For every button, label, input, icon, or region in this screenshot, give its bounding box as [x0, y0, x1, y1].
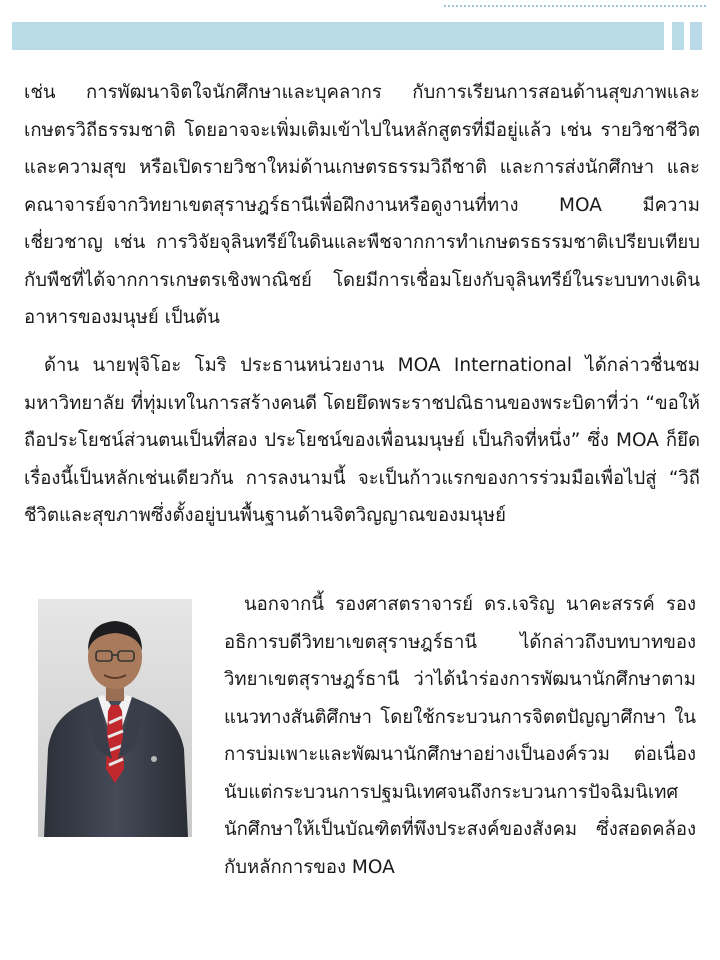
paragraph-3-text: นอกจากนี้ รองศาสตราจารย์ ดร.เจริญ นาคะสรรค์ รองอธิการบดีวิทยาเขตสุราษฎร์ธานี ได้กล่าวถึงบทบาทของวิทยาเขตสุราษฎร์ธานี ว่าได้นำร่องการพัฒนานักศึกษาตามแนวทางสันติศึกษา โดยใช้กระบวนการจิตตปัญญาศึกษา ในการบ่มเพาะและพัฒนานักศึกษาอย่างเป็นองค์รวม ต่อเนื่องนับแต่กระบวนการปฐมนิเทศจนถึงกระบวนการปัจฉิมนิเทศนักศึกษาให้เป็นบัณฑิตที่พึงประสงค์ของสังคม ซึ่งสอดคล้องกับหลักการของ MOA — [224, 594, 696, 878]
header-tab — [672, 22, 684, 50]
header-band — [12, 22, 664, 50]
header-tab — [690, 22, 702, 50]
paragraph-vice-president-statement — [224, 586, 696, 886]
paragraph-continuation — [24, 74, 700, 337]
paragraph-2-text: ด้าน นายฟุจิโอะ โมริ ประธานหน่วยงาน MOA International ได้กล่าวชื่นชมมหาวิทยาลัย ที่ทุ่มเทในการสร้างคนดี โดยยึดพระราชปณิธานของพระบิดาที่ว่า “ขอให้ถือประโยชน์ส่วนตนเป็นที่สอง ประโยชน์ของเพื่อนมนุษย์ เป็นกิจที่หนึ่ง” ซึ่ง MOA ก็ยึดเรื่องนี้เป็นหลักเช่นเดียวกัน การลงนามนี้ จะเป็นก้าวแรกของการร่วมมือเพื่อไปสู่ “วิถีชีวิตและสุขภาพซึ่งตั้งอยู่บนพื้นฐานด้านจิตวิญญาณของมนุษย์ — [24, 355, 700, 526]
paragraph-moa-statement — [24, 347, 700, 535]
portrait-photo — [38, 599, 192, 837]
paragraph-1-text: เช่น การพัฒนาจิตใจนักศึกษาและบุคลากร กับการเรียนการสอนด้านสุขภาพและเกษตรวิถีธรรมชาติ โดยอาจจะเพิ่มเติมเข้าไปในหลักสูตรที่มีอยู่แล้ว เช่น รายวิชาชีวิตและความสุข หรือเปิดรายวิชาใหม่ด้านเกษตรธรรมวิถีชาติ และการส่งนักศึกษา และคณาจารย์จากวิทยาเขตสุราษฎร์ธานีเพื่อฝึกงานหรือดูงานที่ทาง MOA มีความเชี่ยวชาญ เช่น การวิจัยจุลินทรีย์ในดินและพืชจากการทำเกษตรธรรมชาติเปรียบเทียบกับพืชที่ได้จากการเกษตรเชิงพาณิชย์ โดยมีการเชื่อมโยงกับจุลินทรีย์ในระบบทางเดินอาหารของมนุษย์ เป็นต้น — [24, 82, 700, 328]
portrait-illustration — [38, 599, 192, 837]
top-dotted-rule — [444, 5, 706, 7]
lapel-pin — [151, 756, 157, 762]
